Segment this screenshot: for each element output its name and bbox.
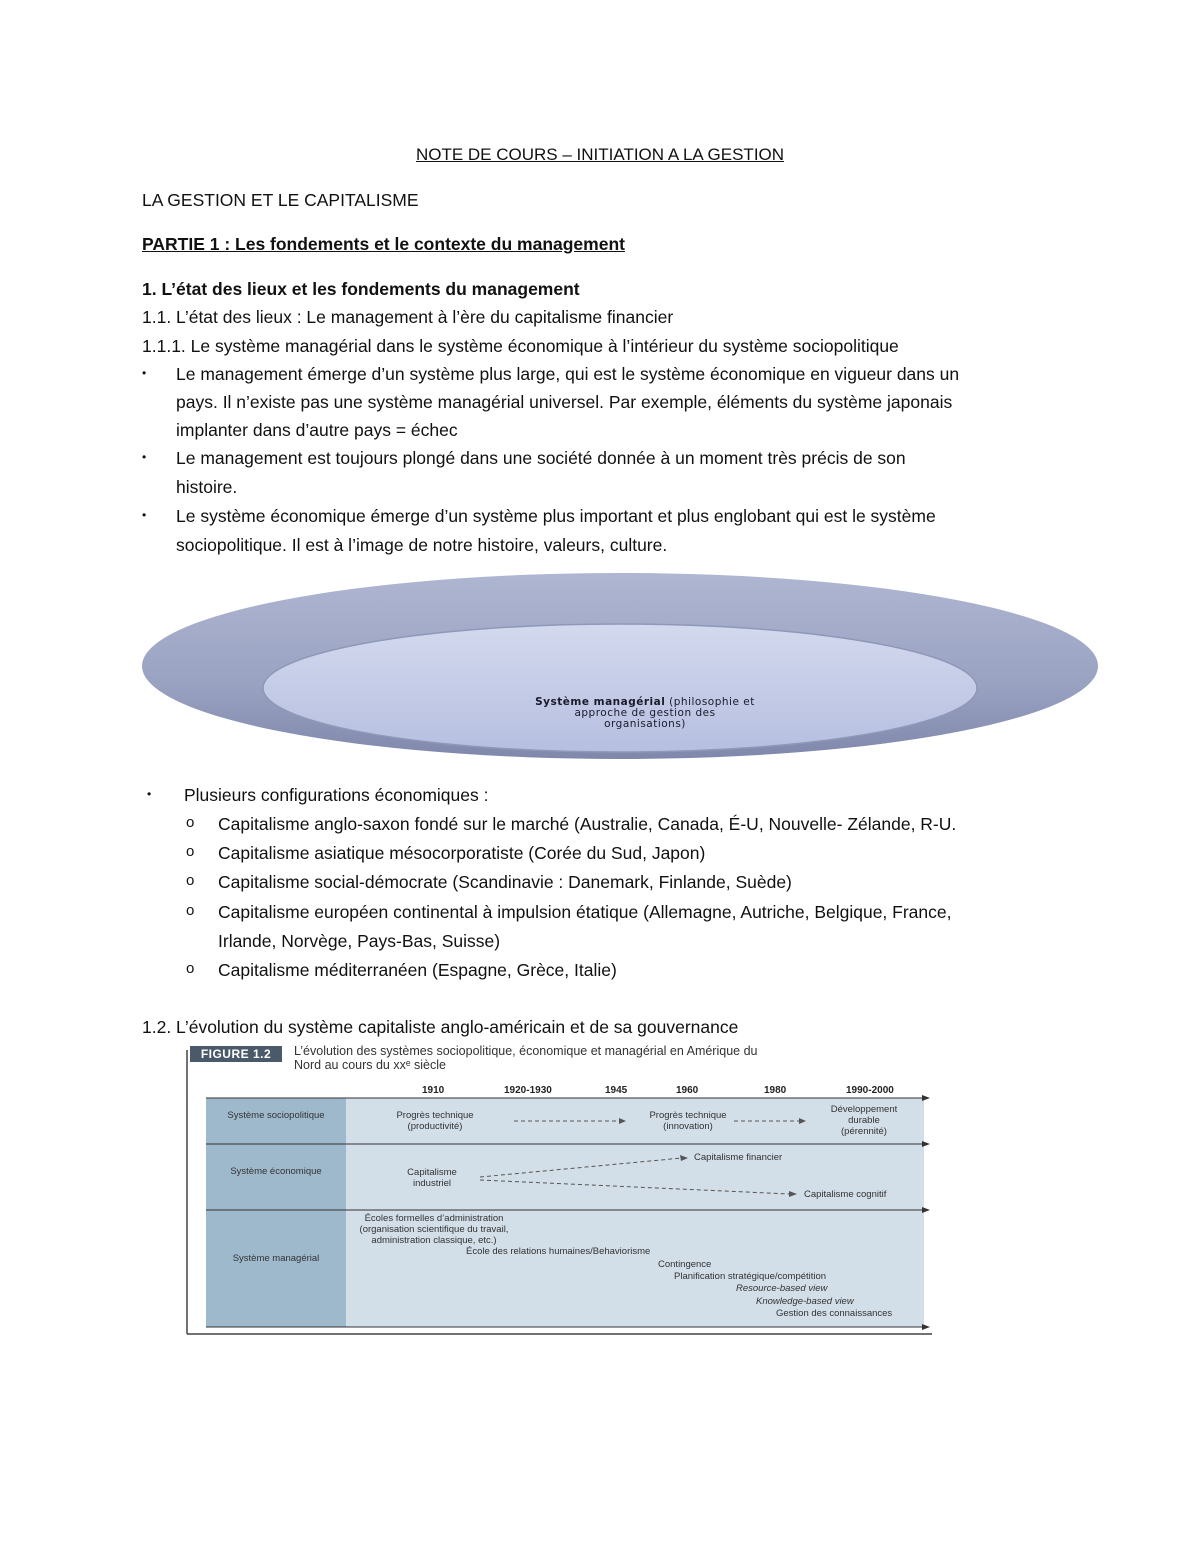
- socio-cell-2: [636, 1110, 740, 1132]
- mana-ecoles-formelles: [344, 1213, 524, 1246]
- year-1990-2000: 1990-2000: [846, 1085, 894, 1096]
- socio-cell-1: [380, 1110, 490, 1132]
- socio-cell-1-line-2: (productivité): [407, 1121, 463, 1132]
- mana-gestion-connaissances: Gestion des connaissances: [776, 1308, 893, 1319]
- mana-planification: Planification stratégique/compétition: [674, 1271, 827, 1282]
- eco-cell-1-line-1: Capitalisme: [407, 1167, 457, 1178]
- heading-1: 1. L’état des lieux et les fondements du management: [142, 279, 580, 299]
- mana-resource-based-view: Resource-based view: [736, 1283, 828, 1294]
- part-heading: PARTIE 1 : Les fondements et le contexte du management: [142, 234, 625, 254]
- bullet-marker: •: [142, 508, 147, 522]
- row-arrow: [922, 1141, 930, 1147]
- mana-ecoles-line-3: administration classique, etc.): [371, 1235, 497, 1246]
- heading-1-2: 1.2. L’évolution du système capitaliste anglo-américain et de sa gouvernance: [142, 1017, 739, 1037]
- year-1980: 1980: [764, 1085, 787, 1096]
- ellipse-label-bold: Système managérial: [535, 696, 666, 708]
- sub-bullet-marker: o: [186, 814, 195, 831]
- year-1960: 1960: [676, 1085, 699, 1096]
- section-heading: LA GESTION ET LE CAPITALISME: [142, 190, 419, 210]
- bullet-3-line-1: Le système économique émerge d’un système plus important et plus englobant qui est le système: [176, 506, 936, 526]
- config-item-3: Capitalisme social-démocrate (Scandinavie : Danemark, Finlande, Suède): [218, 872, 792, 892]
- sub-bullet-marker: o: [186, 960, 195, 977]
- heading-1-1: 1.1. L’état des lieux : Le management à l’ère du capitalisme financier: [142, 307, 674, 327]
- config-item-2: Capitalisme asiatique mésocorporatiste (Corée du Sud, Japon): [218, 843, 706, 863]
- ellipse-label-rest: (philosophie et: [665, 696, 755, 708]
- bullet-2-line-2: histoire.: [176, 477, 238, 497]
- socio-cell-3: [814, 1104, 914, 1137]
- document-title: NOTE DE COURS – INITIATION A LA GESTION: [415, 145, 785, 164]
- year-1945: 1945: [605, 1085, 628, 1096]
- inner-ellipse: [263, 624, 977, 752]
- socio-cell-2-line-1: Progrès technique: [649, 1110, 727, 1121]
- sub-bullet-marker: o: [186, 902, 195, 919]
- mana-ecoles-line-2: (organisation scientifique du travail,: [359, 1224, 509, 1235]
- row-arrow: [922, 1207, 930, 1213]
- year-1920-1930: 1920-1930: [504, 1085, 552, 1096]
- socio-cell-3-line-1: Développement: [830, 1104, 898, 1115]
- bullet-1-line-2: pays. Il n’existe pas une système managérial universel. Par exemple, éléments du système japonais: [176, 392, 953, 412]
- bullet-marker: •: [142, 450, 147, 464]
- figure-caption-line-1: L’évolution des systèmes sociopolitique, économique et managérial en Amérique du: [294, 1044, 758, 1058]
- ellipse-label-line-3: organisations): [604, 718, 686, 730]
- socio-cell-3-line-2: durable: [848, 1115, 880, 1126]
- mana-ecoles-line-1: Écoles formelles d’administration: [364, 1213, 504, 1224]
- heading-1-1-1: 1.1.1. Le système managérial dans le système économique à l’intérieur du système sociopolitique: [142, 336, 899, 356]
- config-item-4-line-1: Capitalisme européen continental à impulsion étatique (Allemagne, Autriche, Belgique, France,: [218, 902, 952, 922]
- config-item-5: Capitalisme méditerranéen (Espagne, Grèce, Italie): [218, 960, 617, 980]
- row-arrow: [922, 1324, 930, 1330]
- socio-cell-3-line-3: (pérennité): [841, 1126, 887, 1137]
- eco-cell-1-line-2: industriel: [412, 1178, 452, 1189]
- row-arrow: [922, 1095, 930, 1101]
- bullet-marker: •: [147, 787, 152, 801]
- bullet-1-line-3: implanter dans d’autre pays = échec: [176, 420, 458, 440]
- eco-cell-1: [392, 1167, 472, 1189]
- year-1910: 1910: [422, 1085, 445, 1096]
- config-item-1: Capitalisme anglo-saxon fondé sur le marché (Australie, Canada, É-U, Nouvelle- Zélande, R-U.: [218, 814, 957, 834]
- figure-1-2: [184, 1040, 934, 1340]
- eco-capitalisme-financier: Capitalisme financier: [694, 1152, 783, 1163]
- figure-caption-line-2: Nord au cours du xxᵉ siècle: [294, 1058, 446, 1072]
- figure-badge: FIGURE 1.2: [190, 1046, 282, 1062]
- row-label-economique: Système économique: [230, 1166, 322, 1177]
- sub-bullet-marker: o: [186, 872, 195, 889]
- mana-knowledge-based-view: Knowledge-based view: [756, 1296, 854, 1307]
- eco-capitalisme-cognitif: Capitalisme cognitif: [804, 1189, 887, 1200]
- bullet-1-line-1: Le management émerge d’un système plus large, qui est le système économique en vigueur dans un: [176, 364, 960, 384]
- ellipse-label: [455, 697, 835, 730]
- bullet-marker: •: [142, 366, 147, 380]
- bullet-2-line-1: Le management est toujours plongé dans une société donnée à un moment très précis de son: [176, 448, 906, 468]
- row-label-managerial: Système managérial: [232, 1253, 320, 1264]
- socio-cell-2-line-2: (innovation): [663, 1121, 713, 1132]
- socio-cell-1-line-1: Progrès technique: [396, 1110, 474, 1121]
- mana-relations-humaines: École des relations humaines/Behaviorisme: [466, 1246, 651, 1257]
- mana-contingence: Contingence: [658, 1259, 712, 1270]
- ellipse-label-line-2: approche de gestion des: [574, 707, 716, 719]
- row-label-sociopolitique: Système sociopolitique: [227, 1110, 325, 1121]
- configs-intro: Plusieurs configurations économiques :: [184, 785, 489, 805]
- bullet-3-line-2: sociopolitique. Il est à l’image de notre histoire, valeurs, culture.: [176, 535, 668, 555]
- row-label-column: [206, 1098, 346, 1327]
- nested-systems-diagram: [138, 570, 1102, 765]
- config-item-4-line-2: Irlande, Norvège, Pays-Bas, Suisse): [218, 931, 501, 951]
- sub-bullet-marker: o: [186, 843, 195, 860]
